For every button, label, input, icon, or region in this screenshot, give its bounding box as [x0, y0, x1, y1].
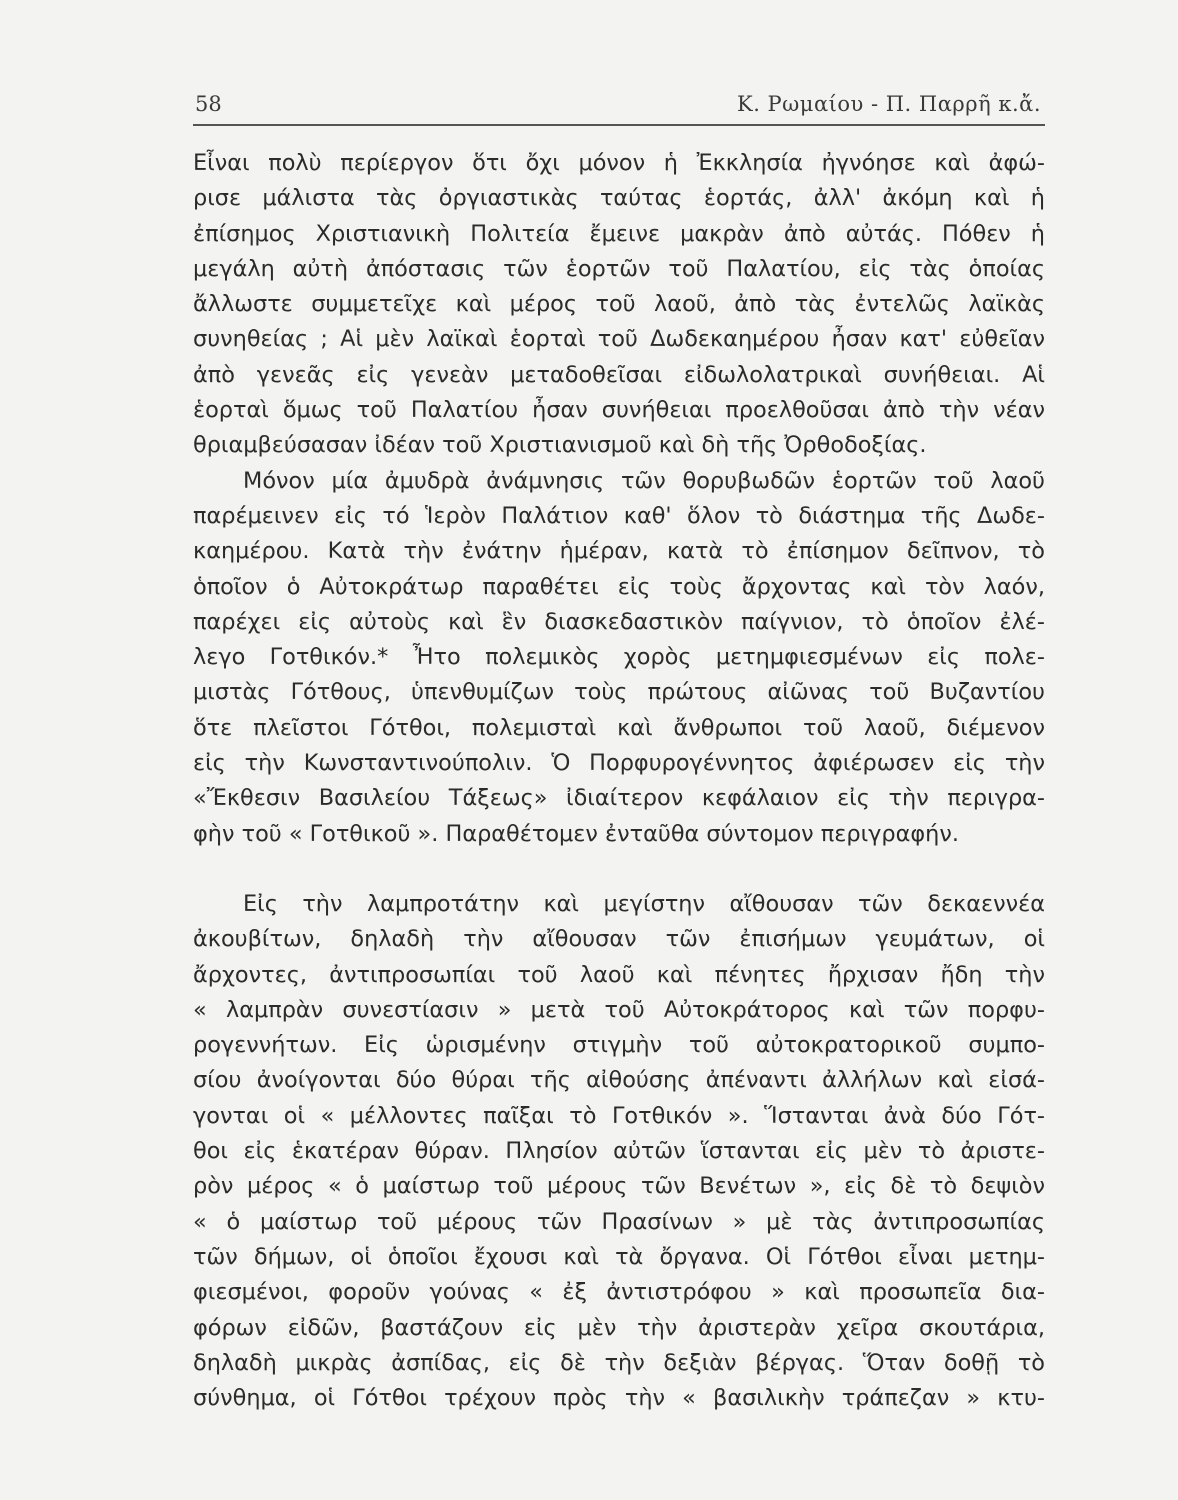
text-line: ρὸν μέρος « ὁ μαίστωρ τοῦ μέρους τῶν Βενέτων », εἰς δὲ τὸ δεψιὸν: [193, 1173, 1045, 1200]
running-head: Κ. Ρωμαίου - Π. Παρρῆ κ.ἄ.: [737, 92, 1041, 116]
text-line: «Ἔκθεσιν Βασιλείου Τάξεως» ἰδιαίτερον κεφάλαιον εἰς τὴν περιγρα-: [193, 785, 1045, 812]
header-rule: [193, 124, 1045, 126]
text-line: δηλαδὴ μικρὰς ἀσπίδας, εἰς δὲ τὴν δεξιὰν βέργας. Ὅταν δοθῇ τὸ: [193, 1349, 1045, 1376]
text-line: εἰς τὴν Κωνσταντινούπολιν. Ὁ Πορφυρογέννητος ἀφιέρωσεν εἰς τὴν: [193, 750, 1045, 777]
text-line: Εἶναι πολὺ περίεργον ὅτι ὄχι μόνον ἡ Ἐκκλησία ἠγνόησε καὶ ἀφώ-: [193, 150, 1045, 176]
body-text: [193, 146, 1045, 1416]
paragraph-1: [193, 146, 1045, 464]
text-line: Εἰς τὴν λαμπροτάτην καὶ μεγίστην αἴθουσαν τῶν δεκαεννέα: [243, 890, 1045, 917]
text-line: ἐπίσημος Χριστιανικὴ Πολιτεία ἔμεινε μακρὰν ἀπὸ αὐτάς. Πόθεν ἡ: [193, 220, 1045, 247]
text-line: ρισε μάλιστα τὰς ὀργιαστικὰς ταύτας ἑορτάς, ἀλλ' ἀκόμη καὶ ἡ: [193, 185, 1045, 212]
text-line: σίου ἀνοίγονται δύο θύραι τῆς αἰθούσης ἀπέναντι ἀλλήλων καὶ εἰσά-: [193, 1067, 1045, 1094]
text-line: παρέμεινεν εἰς τό Ἱερὸν Παλάτιον καθ' ὅλον τὸ διάστημα τῆς Δωδε-: [193, 502, 1045, 529]
text-line: καημέρου. Κατὰ τὴν ἐνάτην ἡμέραν, κατὰ τὸ ἐπίσημον δεῖπνον, τὸ: [193, 538, 1045, 565]
paragraph-3: [193, 887, 1045, 1416]
text-line: « ὁ μαίστωρ τοῦ μέρους τῶν Πρασίνων » μὲ τὰς ἀντιπροσωπίας: [193, 1208, 1045, 1235]
text-line: φόρων εἰδῶν, βαστάζουν εἰς μὲν τὴν ἀριστερὰν χεῖρα σκουτάρια,: [193, 1314, 1045, 1341]
text-line: φὴν τοῦ « Γοτθικοῦ ». Παραθέτομεν ἐνταῦθα σύντομον περιγραφήν.: [193, 820, 959, 847]
text-line: συνηθείας ; Αἱ μὲν λαϊκαὶ ἑορταὶ τοῦ Δωδεκαημέρου ἦσαν κατ' εὐθεῖαν: [193, 326, 1045, 353]
text-line: μιστὰς Γότθους, ὑπενθυμίζων τοὺς πρώτους αἰῶνας τοῦ Βυζαντίου: [193, 679, 1045, 706]
text-line: Μόνον μία ἀμυδρὰ ἀνάμνησις τῶν θορυβωδῶν ἑορτῶν τοῦ λαοῦ: [243, 467, 1045, 494]
text-line: σύνθημα, οἱ Γότθοι τρέχουν πρὸς τὴν « βασιλικὴν τράπεζαν » κτυ-: [193, 1385, 1045, 1412]
page-header: [193, 88, 1045, 122]
text-line: παρέχει εἰς αὐτοὺς καὶ ἓν διασκεδαστικὸν παίγνιον, τὸ ὁποῖον ἐλέ-: [193, 608, 1045, 635]
text-line: φιεσμένοι, φοροῦν γούνας « ἐξ ἀντιστρόφου » καὶ προσωπεῖα δια-: [193, 1279, 1045, 1306]
paragraph-2: [193, 464, 1045, 852]
paragraph-spacer: [193, 852, 1045, 887]
text-line: ἀκουβίτων, δηλαδὴ τὴν αἴθουσαν τῶν ἐπισήμων γευμάτων, οἱ: [193, 926, 1045, 953]
text-line: θοι εἰς ἑκατέραν θύραν. Πλησίον αὐτῶν ἵστανται εἰς μὲν τὸ ἀριστε-: [193, 1138, 1045, 1165]
text-line: ρογεννήτων. Εἰς ὡρισμένην στιγμὴν τοῦ αὐτοκρατορικοῦ συμπο-: [193, 1032, 1045, 1059]
page-number: 58: [195, 92, 222, 116]
text-line: ὁποῖον ὁ Αὐτοκράτωρ παραθέτει εἰς τοὺς ἄρχοντας καὶ τὸν λαόν,: [193, 573, 1045, 600]
text-line: ἑορταὶ ὅμως τοῦ Παλατίου ἦσαν συνήθειαι προελθοῦσαι ἀπὸ τὴν νέαν: [193, 397, 1045, 424]
text-line: μεγάλη αὐτὴ ἀπόστασις τῶν ἑορτῶν τοῦ Παλατίου, εἰς τὰς ὁποίας: [193, 255, 1045, 282]
text-line: ὅτε πλεῖστοι Γότθοι, πολεμισταὶ καὶ ἄνθρωποι τοῦ λαοῦ, διέμενον: [193, 714, 1045, 741]
text-line: ἄλλωστε συμμετεῖχε καὶ μέρος τοῦ λαοῦ, ἀπὸ τὰς ἐντελῶς λαϊκὰς: [193, 291, 1045, 318]
text-line: « λαμπρὰν συνεστίασιν » μετὰ τοῦ Αὐτοκράτορος καὶ τῶν πορφυ-: [193, 996, 1045, 1023]
text-line: τῶν δήμων, οἱ ὁποῖοι ἔχουσι καὶ τὰ ὄργανα. Οἱ Γότθοι εἶναι μετημ-: [193, 1243, 1045, 1270]
text-line: ἄρχοντες, ἀντιπροσωπίαι τοῦ λαοῦ καὶ πένητες ἤρχισαν ἤδη τὴν: [193, 961, 1045, 988]
text-line: γονται οἱ « μέλλοντες παῖξαι τὸ Γοτθικόν ». Ἵστανται ἀνὰ δύο Γότ-: [193, 1102, 1045, 1129]
text-line: θριαμβεύσασαν ἰδέαν τοῦ Χριστιανισμοῦ καὶ δὴ τῆς Ὀρθοδοξίας.: [193, 432, 927, 459]
text-line: λεγο Γοτθικόν.* Ἦτο πολεμικὸς χορὸς μετημφιεσμένων εἰς πολε-: [193, 644, 1045, 671]
text-line: ἀπὸ γενεᾶς εἰς γενεὰν μεταδοθεῖσαι εἰδωλολατρικαὶ συνήθειαι. Αἱ: [193, 361, 1045, 388]
